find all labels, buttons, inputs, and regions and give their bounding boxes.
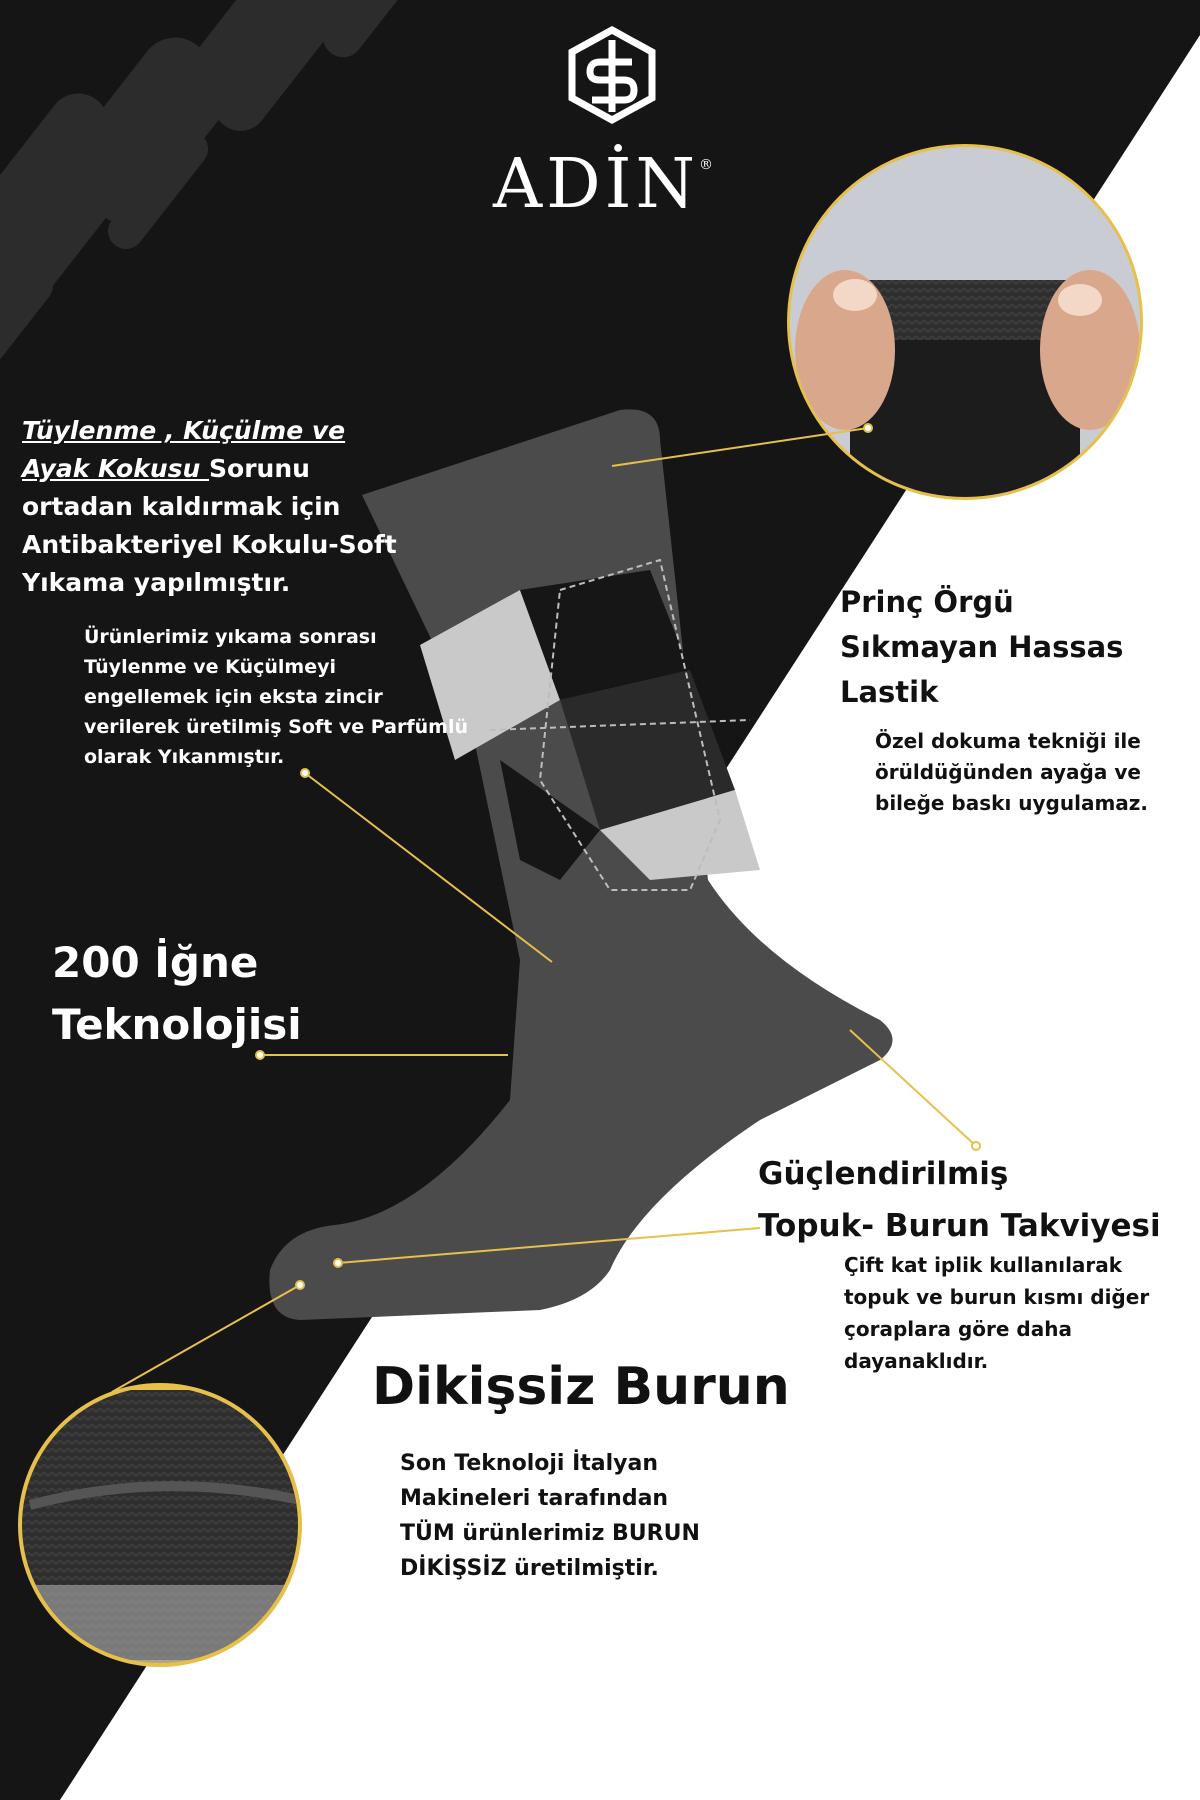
toe-body (400, 1446, 780, 1586)
needle-line-1: 200 İğne (52, 938, 259, 987)
intro-body (84, 622, 524, 772)
elastic-title-line: Lastik (840, 675, 939, 709)
intro-headline (22, 412, 442, 602)
elastic-title-line: Sıkmayan Hassas (840, 630, 1124, 664)
heel-title-line: Topuk- Burun Takviyesi (758, 1208, 1161, 1244)
toe-title: Dikişsiz Burun (372, 1357, 790, 1417)
headline-line-4: Antibakteriyel Kokulu-Soft (22, 530, 397, 559)
toe-body-line: TÜM ürünlerimiz BURUN (400, 1521, 700, 1546)
heel-body (844, 1249, 1184, 1377)
elastic-title (840, 580, 1190, 715)
elastic-body-line: Özel dokuma tekniği ile (875, 729, 1141, 753)
needle-line-2: Teknolojisi (52, 1000, 302, 1049)
toe-body-line: DİKİŞSİZ üretilmiştir. (400, 1556, 659, 1581)
intro-body-line: engellemek için eksta zincir (84, 686, 383, 708)
needle-title (52, 932, 302, 1056)
intro-body-line: Tüylenme ve Küçülmeyi (84, 656, 336, 678)
headline-underlined-1: Tüylenme , Küçülme ve (22, 416, 346, 445)
intro-body-line: Ürünlerimiz yıkama sonrası (84, 626, 377, 648)
elastic-body-line: bileğe baskı uygulamaz. (875, 791, 1149, 815)
toe-body-line: Makineleri tarafından (400, 1486, 669, 1511)
heel-body-line: Çift kat iplik kullanılarak (844, 1253, 1123, 1277)
heel-body-line: çoraplara göre daha (844, 1317, 1072, 1341)
elastic-title-line: Prinç Örgü (840, 585, 1014, 619)
intro-body-line: olarak Yıkanmıştır. (84, 746, 285, 768)
headline-line-3: ortadan kaldırmak için (22, 492, 341, 521)
headline-rest-2: Sorunu (209, 454, 310, 483)
heel-body-line: topuk ve burun kısmı diğer (844, 1285, 1150, 1309)
intro-body-line: verilerek üretilmiş Soft ve Parfümlü (84, 716, 469, 738)
heel-title-line: Güçlendirilmiş (758, 1156, 1009, 1192)
brand-name: ADİN® (493, 145, 717, 224)
toe-body-line: Son Teknoloji İtalyan (400, 1451, 659, 1476)
elastic-body-line: örüldüğünden ayağa ve (875, 760, 1141, 784)
heel-title (758, 1148, 1198, 1252)
heel-body-line: dayanaklıdır. (844, 1349, 989, 1373)
elastic-body (875, 726, 1195, 819)
headline-underlined-2: Ayak Kokusu (22, 454, 210, 483)
headline-line-5: Yıkama yapılmıştır. (22, 568, 291, 597)
